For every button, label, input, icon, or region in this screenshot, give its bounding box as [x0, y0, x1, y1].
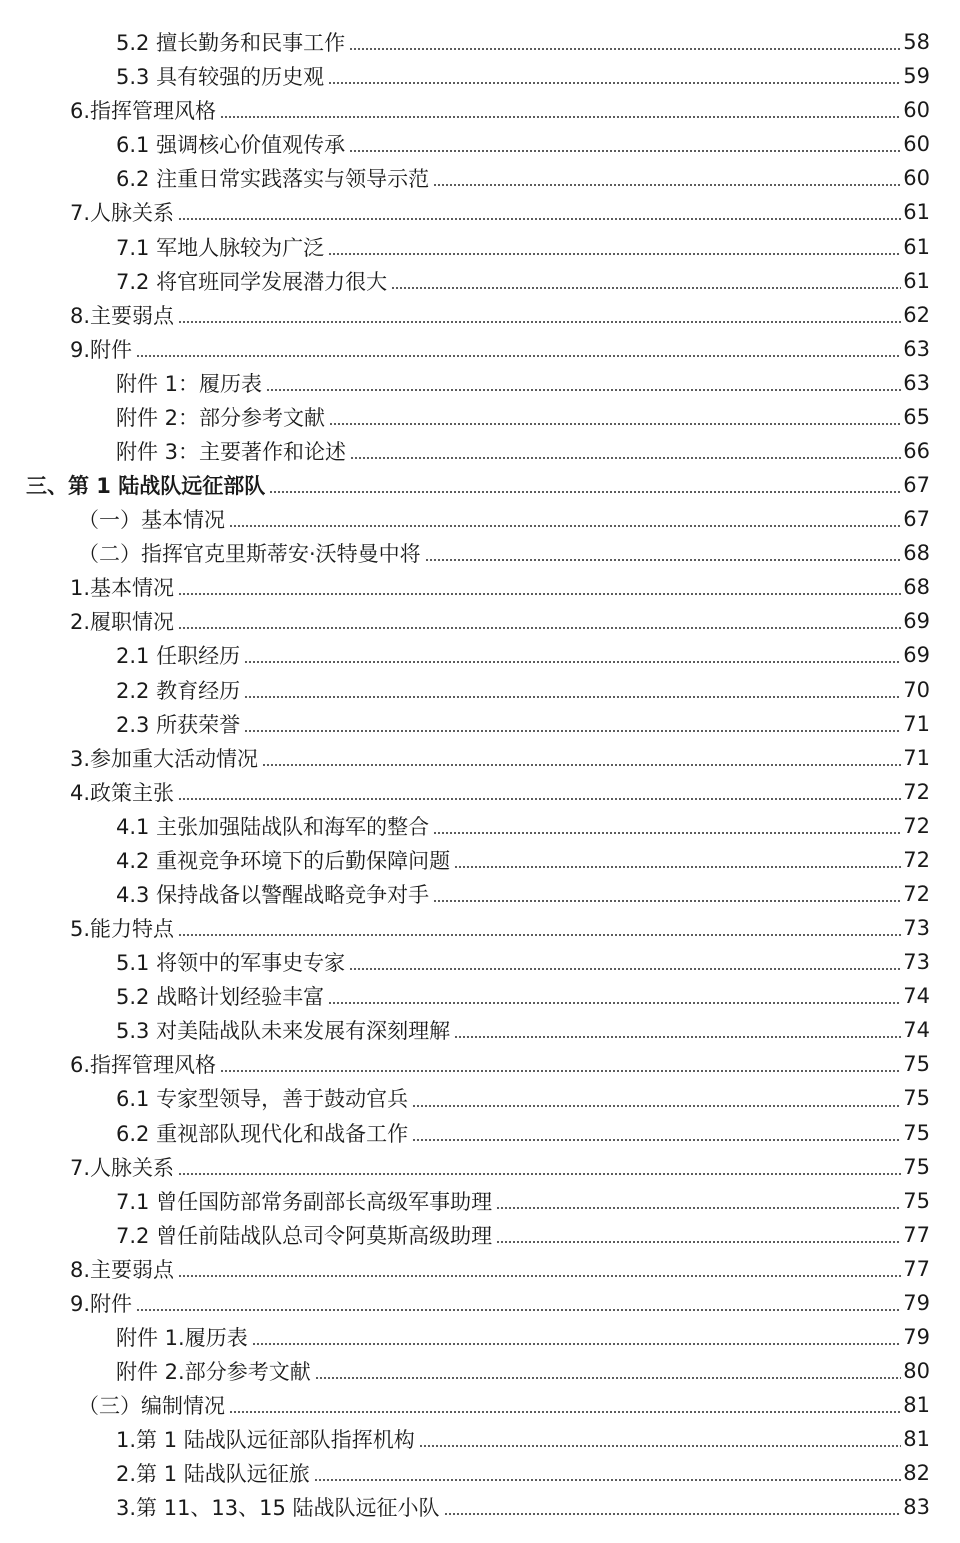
- toc-entry[interactable]: [0, 1422, 960, 1456]
- toc-page-number: 67: [903, 473, 930, 498]
- toc-page-number: 73: [903, 950, 930, 975]
- dot-leader: [178, 218, 901, 220]
- toc-entry-title: 附件 3：主要著作和论述: [116, 439, 347, 464]
- toc-entry-title: 4.3 保持战备以警醒战略竞争对手: [116, 882, 430, 907]
- dot-leader: [433, 900, 901, 902]
- dot-leader: [178, 593, 901, 595]
- toc-entry-title: 6.2 重视部队现代化和战备工作: [116, 1121, 409, 1146]
- toc-entry-title: 7.人脉关系: [70, 201, 175, 226]
- toc-entry[interactable]: [0, 843, 960, 877]
- toc-page-number: 68: [903, 541, 930, 566]
- toc-entry[interactable]: [0, 502, 960, 536]
- toc-entry[interactable]: [0, 1490, 960, 1524]
- toc-page-number: 65: [903, 404, 930, 429]
- toc-entry[interactable]: [0, 1456, 960, 1490]
- toc-entry[interactable]: [0, 1286, 960, 1320]
- toc-entry[interactable]: [0, 604, 960, 638]
- toc-page-number: 71: [903, 711, 930, 736]
- toc-entry[interactable]: [0, 1013, 960, 1047]
- toc-entry[interactable]: [0, 1047, 960, 1081]
- toc-page-number: 75: [903, 1188, 930, 1213]
- dot-leader: [349, 968, 901, 970]
- toc-entry-title: （一）基本情况: [78, 508, 225, 533]
- toc-entry-title: 6.2 注重日常实践落实与领导示范: [116, 167, 430, 192]
- toc-page-number: 66: [903, 438, 930, 463]
- toc-page-number: 82: [903, 1461, 930, 1486]
- toc-entry-title: 2.履职情况: [70, 610, 175, 635]
- dot-leader: [391, 287, 901, 289]
- toc-entry[interactable]: [0, 1184, 960, 1218]
- toc-entry[interactable]: [0, 59, 960, 93]
- dot-leader: [136, 355, 901, 357]
- toc-entry[interactable]: [0, 195, 960, 229]
- toc-entry-title: 7.1 曾任国防部常务副部长高级军事助理: [116, 1189, 493, 1214]
- toc-entry[interactable]: [0, 229, 960, 263]
- toc-page-number: 60: [903, 98, 930, 123]
- toc-page-number: 60: [903, 166, 930, 191]
- dot-leader: [433, 832, 901, 834]
- toc-entry-title: 7.2 曾任前陆战队总司令阿莫斯高级助理: [116, 1223, 493, 1248]
- toc-entry-title: 6.1 强调核心价值观传承: [116, 133, 346, 158]
- toc-entry-title: 7.1 军地人脉较为广泛: [116, 235, 325, 260]
- toc-page-number: 58: [903, 30, 930, 55]
- toc-entry[interactable]: [0, 570, 960, 604]
- toc-entry[interactable]: [0, 979, 960, 1013]
- dot-leader: [262, 764, 901, 766]
- toc-entry[interactable]: [0, 366, 960, 400]
- dot-leader: [220, 1070, 901, 1072]
- toc-page-number: 79: [903, 1325, 930, 1349]
- dot-leader: [220, 116, 901, 118]
- toc-entry-title: 1.基本情况: [70, 576, 175, 601]
- toc-page-number: 75: [903, 1086, 930, 1111]
- toc-entry-title: 附件 1：履历表: [116, 371, 263, 396]
- toc-entry[interactable]: [0, 1218, 960, 1252]
- toc-entry[interactable]: [0, 25, 960, 59]
- toc-page-number: 69: [903, 643, 930, 668]
- toc-entry[interactable]: [0, 332, 960, 366]
- toc-entry[interactable]: [0, 1116, 960, 1150]
- toc-entry[interactable]: [0, 1252, 960, 1286]
- toc-entry-title: 附件 2：部分参考文献: [116, 405, 326, 430]
- toc-page-number: 59: [903, 64, 930, 89]
- toc-entry[interactable]: [0, 1081, 960, 1115]
- toc-entry-title: （三）编制情况: [78, 1394, 225, 1419]
- toc-entry[interactable]: [0, 672, 960, 706]
- toc-page-number: 77: [903, 1222, 930, 1247]
- toc-entry-title: 3.第 11、13、15 陆战队远征小队: [116, 1496, 440, 1521]
- toc-page-number: 61: [903, 200, 930, 225]
- toc-page-number: 72: [903, 847, 930, 872]
- toc-entry[interactable]: [0, 400, 960, 434]
- dot-leader: [244, 661, 901, 663]
- toc-page-number: 63: [903, 370, 930, 395]
- dot-leader: [349, 48, 901, 50]
- dot-leader: [454, 1036, 901, 1038]
- toc-entry-title: 9.附件: [70, 1291, 133, 1316]
- dot-leader: [425, 559, 902, 561]
- toc-entry-title: 4.1 主张加强陆战队和海军的整合: [116, 814, 430, 839]
- dot-leader: [244, 730, 901, 732]
- toc-entry-title: 4.政策主张: [70, 780, 175, 805]
- dot-leader: [350, 457, 901, 459]
- toc-entry[interactable]: [0, 1354, 960, 1388]
- toc-entry[interactable]: [0, 877, 960, 911]
- dot-leader: [433, 184, 901, 186]
- toc-page-number: 61: [903, 234, 930, 259]
- toc-page-number: 75: [903, 1154, 930, 1179]
- toc-page-number: 72: [903, 881, 930, 906]
- dot-leader: [136, 1309, 901, 1311]
- toc-entry-title: 9.附件: [70, 337, 133, 362]
- toc-entry-title: 4.2 重视竞争环境下的后勤保障问题: [116, 848, 451, 873]
- toc-entry-title: 附件 2.部分参考文献: [116, 1360, 311, 1385]
- toc-entry[interactable]: [0, 127, 960, 161]
- dot-leader: [328, 1002, 901, 1004]
- toc-page-number: 73: [903, 916, 930, 941]
- dot-leader: [496, 1241, 901, 1243]
- dot-leader: [314, 1479, 902, 1481]
- toc-entry[interactable]: [0, 264, 960, 298]
- toc-entry[interactable]: [0, 911, 960, 945]
- dot-leader: [229, 1411, 901, 1413]
- toc-page-number: 79: [903, 1290, 930, 1315]
- toc-entry[interactable]: [0, 161, 960, 195]
- toc-entry-title: 6.1 专家型领导，善于鼓动官兵: [116, 1087, 409, 1112]
- dot-leader: [178, 1173, 901, 1175]
- toc-entry-title: 5.2 擅长勤务和民事工作: [116, 31, 346, 56]
- toc-page-number: 72: [903, 813, 930, 838]
- dot-leader: [329, 423, 901, 425]
- dot-leader: [315, 1377, 902, 1379]
- toc-page-number: 74: [903, 984, 930, 1009]
- toc-entry-title: 7.人脉关系: [70, 1155, 175, 1180]
- dot-leader: [178, 627, 901, 629]
- toc-page-number: 75: [903, 1120, 930, 1145]
- toc-entry[interactable]: [0, 809, 960, 843]
- dot-leader: [328, 253, 901, 255]
- toc-page-number: 62: [903, 302, 930, 327]
- toc-page-number: 67: [903, 507, 930, 532]
- toc-entry-title: 2.3 所获荣誉: [116, 712, 241, 737]
- toc-page-number: 83: [903, 1495, 930, 1520]
- dot-leader: [178, 1275, 901, 1277]
- toc-page-number: 75: [903, 1052, 930, 1077]
- toc-entry[interactable]: [0, 93, 960, 127]
- dot-leader: [349, 150, 901, 152]
- toc-entry-title: 1.第 1 陆战队远征部队指挥机构: [116, 1428, 415, 1453]
- toc-page-number: 68: [903, 575, 930, 600]
- toc-entry[interactable]: [0, 1388, 960, 1422]
- dot-leader: [328, 82, 901, 84]
- toc-page-number: 81: [903, 1393, 930, 1418]
- toc-page-number: 61: [903, 268, 930, 293]
- toc-entry-title: 5.3 对美陆战队未来发展有深刻理解: [116, 1019, 451, 1044]
- toc-entry[interactable]: [0, 707, 960, 741]
- toc-entry-title: 5.能力特点: [70, 917, 175, 942]
- toc-entry[interactable]: [0, 775, 960, 809]
- toc-page-number: 60: [903, 132, 930, 157]
- toc-entry[interactable]: [0, 434, 960, 468]
- dot-leader: [252, 1343, 902, 1345]
- toc-entry-title: 5.1 将领中的军事史专家: [116, 951, 346, 976]
- toc-entry[interactable]: [0, 298, 960, 332]
- toc-page-number: 71: [903, 745, 930, 770]
- toc-entry-title: 附件 1.履历表: [116, 1326, 248, 1350]
- dot-leader: [178, 321, 901, 323]
- toc-page-number: 72: [903, 779, 930, 804]
- table-of-contents: [0, 25, 960, 1524]
- toc-entry[interactable]: [0, 1320, 960, 1354]
- dot-leader: [496, 1207, 901, 1209]
- toc-page-number: 69: [903, 609, 930, 634]
- dot-leader: [412, 1105, 901, 1107]
- toc-entry-title: 8.主要弱点: [70, 1257, 175, 1282]
- toc-entry-title: 3.参加重大活动情况: [70, 746, 259, 771]
- dot-leader: [178, 934, 901, 936]
- toc-entry[interactable]: [0, 536, 960, 570]
- toc-entry-title: 5.2 战略计划经验丰富: [116, 985, 325, 1010]
- toc-entry[interactable]: [0, 468, 960, 502]
- toc-entry-title: 2.第 1 陆战队远征旅: [116, 1462, 310, 1487]
- toc-entry-title: 2.1 任职经历: [116, 644, 241, 669]
- toc-page-number: 70: [903, 677, 930, 702]
- toc-entry-title: （二）指挥官克里斯蒂安·沃特曼中将: [78, 542, 421, 567]
- dot-leader: [266, 389, 901, 391]
- toc-entry[interactable]: [0, 741, 960, 775]
- toc-entry-title: 2.2 教育经历: [116, 678, 241, 703]
- toc-entry-title: 7.2 将官班同学发展潜力很大: [116, 269, 388, 294]
- dot-leader: [454, 866, 901, 868]
- toc-page-number: 80: [903, 1359, 930, 1384]
- toc-entry-title: 6.指挥管理风格: [70, 99, 217, 124]
- dot-leader: [444, 1513, 902, 1515]
- toc-entry[interactable]: [0, 1150, 960, 1184]
- toc-page-number: 77: [903, 1256, 930, 1281]
- toc-entry[interactable]: [0, 638, 960, 672]
- dot-leader: [178, 798, 901, 800]
- dot-leader: [269, 491, 901, 493]
- toc-entry-title: 5.3 具有较强的历史观: [116, 65, 325, 90]
- dot-leader: [412, 1139, 901, 1141]
- toc-page-number: 81: [903, 1427, 930, 1452]
- toc-entry[interactable]: [0, 945, 960, 979]
- dot-leader: [244, 696, 901, 698]
- dot-leader: [229, 525, 901, 527]
- toc-entry-title: 6.指挥管理风格: [70, 1053, 217, 1078]
- dot-leader: [419, 1445, 902, 1447]
- toc-entry-title: 三、第 1 陆战队远征部队: [26, 474, 266, 499]
- toc-page-number: 63: [903, 336, 930, 361]
- toc-entry-title: 8.主要弱点: [70, 303, 175, 328]
- toc-page-number: 74: [903, 1018, 930, 1043]
